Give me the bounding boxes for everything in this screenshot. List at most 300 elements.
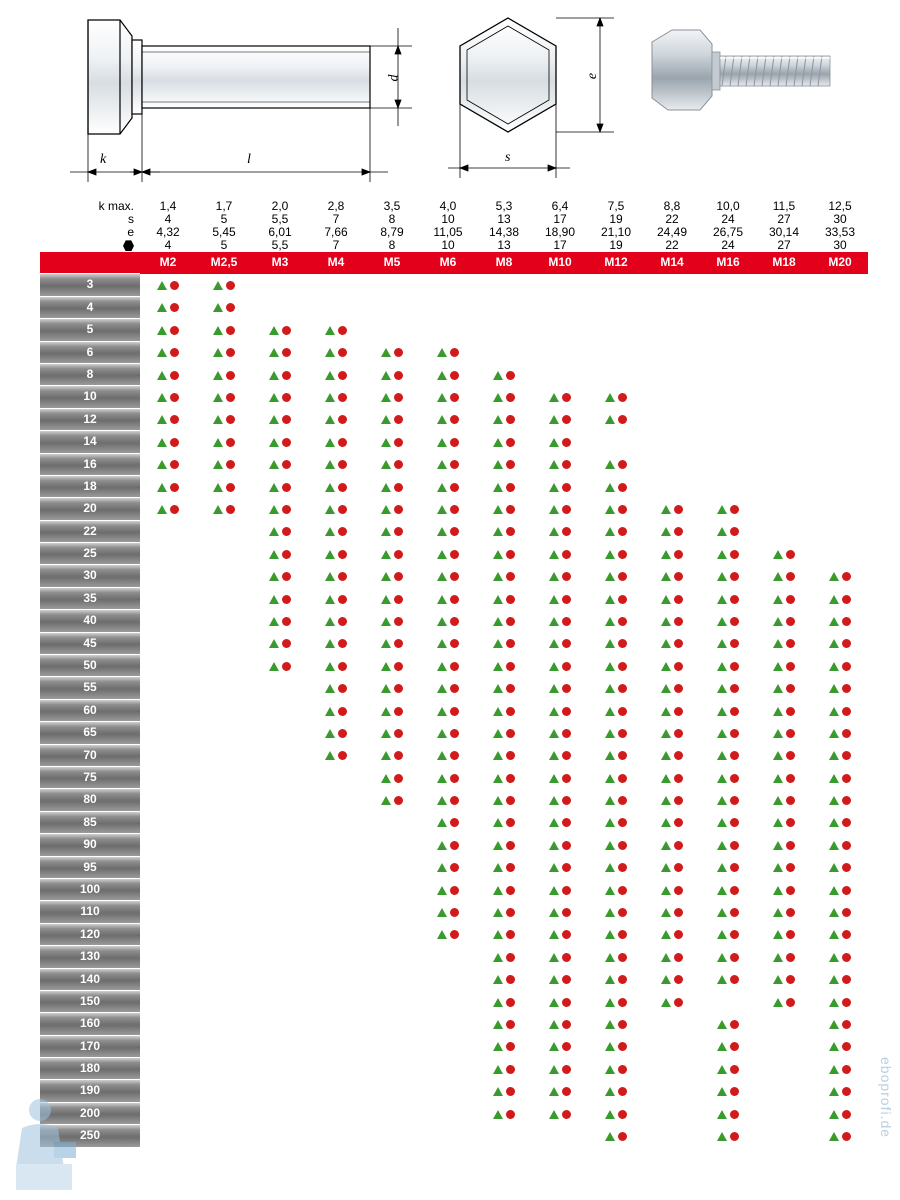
- availability-cell: [252, 319, 308, 341]
- availability-cell: [700, 767, 756, 789]
- triangle-marker-icon: [661, 639, 671, 648]
- triangle-marker-icon: [605, 527, 615, 536]
- triangle-marker-icon: [773, 774, 783, 783]
- row-header-length[interactable]: 180: [40, 1058, 140, 1080]
- triangle-marker-icon: [213, 281, 223, 290]
- availability-cell: [532, 454, 588, 476]
- dot-marker-icon: [562, 953, 571, 962]
- availability-cell: [700, 386, 756, 408]
- availability-cell: [140, 1058, 196, 1080]
- dot-marker-icon: [450, 863, 459, 872]
- hexagon-icon-glyph: [123, 240, 134, 251]
- triangle-marker-icon: [717, 707, 727, 716]
- dot-marker-icon: [226, 281, 235, 290]
- triangle-marker-icon: [717, 662, 727, 671]
- dot-marker-icon: [226, 393, 235, 402]
- availability-cell: [644, 476, 700, 498]
- row-header-length[interactable]: 190: [40, 1080, 140, 1102]
- dot-marker-icon: [730, 1087, 739, 1096]
- availability-cell: [756, 745, 812, 767]
- triangle-marker-icon: [493, 483, 503, 492]
- dot-marker-icon: [618, 796, 627, 805]
- availability-cell: [420, 700, 476, 722]
- triangle-marker-icon: [213, 303, 223, 312]
- column-header-m5[interactable]: M5: [364, 252, 420, 274]
- availability-cell: [420, 834, 476, 856]
- availability-cell: [252, 476, 308, 498]
- dot-marker-icon: [394, 751, 403, 760]
- availability-cell: [364, 386, 420, 408]
- availability-cell: [308, 857, 364, 879]
- column-header-m6[interactable]: M6: [420, 252, 476, 274]
- row-header-length[interactable]: 45: [40, 633, 140, 655]
- dot-marker-icon: [450, 460, 459, 469]
- availability-cell: [364, 722, 420, 744]
- availability-cell: [644, 521, 700, 543]
- availability-cell: [812, 1058, 868, 1080]
- dot-marker-icon: [562, 729, 571, 738]
- dot-marker-icon: [730, 751, 739, 760]
- triangle-marker-icon: [549, 595, 559, 604]
- dot-marker-icon: [394, 774, 403, 783]
- triangle-marker-icon: [661, 975, 671, 984]
- triangle-marker-icon: [829, 751, 839, 760]
- dot-marker-icon: [842, 662, 851, 671]
- triangle-marker-icon: [549, 796, 559, 805]
- triangle-marker-icon: [829, 1110, 839, 1119]
- row-header-length[interactable]: 80: [40, 789, 140, 811]
- row-header-length[interactable]: 130: [40, 946, 140, 968]
- dim-label-d: d: [386, 74, 402, 82]
- availability-cell: [252, 722, 308, 744]
- availability-cell: [756, 610, 812, 632]
- row-header-length[interactable]: 160: [40, 1013, 140, 1035]
- availability-cell: [140, 610, 196, 632]
- triangle-marker-icon: [661, 841, 671, 850]
- table-row: [40, 498, 900, 520]
- triangle-marker-icon: [717, 595, 727, 604]
- triangle-marker-icon: [605, 1110, 615, 1119]
- row-header-length[interactable]: 120: [40, 924, 140, 946]
- availability-cell: [196, 879, 252, 901]
- triangle-marker-icon: [661, 595, 671, 604]
- availability-cell: [476, 857, 532, 879]
- row-header-length[interactable]: 12: [40, 409, 140, 431]
- bolt-drawing-svg: [0, 0, 900, 200]
- row-header-length[interactable]: 25: [40, 543, 140, 565]
- dot-marker-icon: [338, 707, 347, 716]
- triangle-marker-icon: [829, 796, 839, 805]
- dot-marker-icon: [842, 707, 851, 716]
- availability-cell: [308, 969, 364, 991]
- availability-cell: [532, 991, 588, 1013]
- dot-marker-icon: [562, 707, 571, 716]
- triangle-marker-icon: [437, 818, 447, 827]
- availability-cell: [588, 745, 644, 767]
- dot-marker-icon: [506, 595, 515, 604]
- availability-cell: [700, 543, 756, 565]
- availability-cell: [364, 879, 420, 901]
- availability-cell: [420, 342, 476, 364]
- triangle-marker-icon: [605, 908, 615, 917]
- availability-cell: [756, 655, 812, 677]
- availability-cell: [308, 722, 364, 744]
- availability-cell: [588, 521, 644, 543]
- triangle-marker-icon: [269, 505, 279, 514]
- availability-cell: [588, 812, 644, 834]
- spec-row-label: k max.: [98, 199, 134, 213]
- dot-marker-icon: [394, 460, 403, 469]
- availability-cell: [196, 386, 252, 408]
- availability-cell: [140, 1103, 196, 1125]
- availability-cell: [252, 543, 308, 565]
- triangle-marker-icon: [157, 483, 167, 492]
- dot-marker-icon: [730, 841, 739, 850]
- triangle-marker-icon: [493, 1087, 503, 1096]
- row-header-length[interactable]: 140: [40, 969, 140, 991]
- availability-cell: [812, 969, 868, 991]
- row-header-length[interactable]: 8: [40, 364, 140, 386]
- availability-cell: [588, 565, 644, 587]
- column-header-m2-5[interactable]: M2,5: [196, 252, 252, 274]
- availability-cell: [364, 700, 420, 722]
- dot-marker-icon: [506, 1087, 515, 1096]
- row-header-length[interactable]: 170: [40, 1036, 140, 1058]
- availability-cell: [364, 409, 420, 431]
- availability-cell: [308, 431, 364, 453]
- dot-marker-icon: [842, 572, 851, 581]
- availability-cell: [588, 319, 644, 341]
- triangle-marker-icon: [437, 707, 447, 716]
- dot-marker-icon: [562, 662, 571, 671]
- row-header-length[interactable]: 200: [40, 1103, 140, 1125]
- row-header-length[interactable]: 100: [40, 879, 140, 901]
- triangle-marker-icon: [437, 684, 447, 693]
- availability-cell: [588, 969, 644, 991]
- row-header-length[interactable]: 30: [40, 565, 140, 587]
- row-header-length[interactable]: 5: [40, 319, 140, 341]
- availability-cell: [700, 633, 756, 655]
- availability-cell: [588, 1013, 644, 1035]
- availability-cell: [476, 1080, 532, 1102]
- dot-marker-icon: [394, 393, 403, 402]
- dot-marker-icon: [730, 684, 739, 693]
- row-header-length[interactable]: 90: [40, 834, 140, 856]
- triangle-marker-icon: [605, 975, 615, 984]
- availability-cell: [644, 364, 700, 386]
- triangle-marker-icon: [717, 751, 727, 760]
- availability-cell: [812, 655, 868, 677]
- availability-cell: [644, 1058, 700, 1080]
- availability-cell: [364, 991, 420, 1013]
- dot-marker-icon: [338, 572, 347, 581]
- row-header-length[interactable]: 16: [40, 454, 140, 476]
- dot-marker-icon: [394, 639, 403, 648]
- column-header-m3[interactable]: M3: [252, 252, 308, 274]
- table-row: [40, 543, 900, 565]
- triangle-marker-icon: [717, 505, 727, 514]
- dot-marker-icon: [730, 863, 739, 872]
- availability-cell: [700, 1058, 756, 1080]
- availability-cell: [700, 655, 756, 677]
- dot-marker-icon: [730, 796, 739, 805]
- availability-cell: [812, 297, 868, 319]
- availability-cell: [252, 700, 308, 722]
- availability-cell: [196, 677, 252, 699]
- availability-cell: [588, 386, 644, 408]
- column-header-m18[interactable]: M18: [756, 252, 812, 274]
- availability-cell: [308, 834, 364, 856]
- dot-marker-icon: [730, 1042, 739, 1051]
- triangle-marker-icon: [381, 617, 391, 626]
- triangle-marker-icon: [829, 572, 839, 581]
- column-header-m14[interactable]: M14: [644, 252, 700, 274]
- dot-marker-icon: [786, 841, 795, 850]
- dot-marker-icon: [506, 818, 515, 827]
- availability-cell: [420, 610, 476, 632]
- column-header-m2[interactable]: M2: [140, 252, 196, 274]
- triangle-marker-icon: [493, 975, 503, 984]
- availability-cell: [252, 633, 308, 655]
- table-row: [40, 1103, 900, 1125]
- triangle-marker-icon: [381, 751, 391, 760]
- availability-cell: [700, 745, 756, 767]
- triangle-marker-icon: [717, 1110, 727, 1119]
- table-row: [40, 700, 900, 722]
- availability-cell: [588, 476, 644, 498]
- availability-cell: [476, 543, 532, 565]
- availability-cell: [476, 454, 532, 476]
- dot-marker-icon: [618, 729, 627, 738]
- dot-marker-icon: [842, 751, 851, 760]
- availability-cell: [420, 476, 476, 498]
- dot-marker-icon: [842, 639, 851, 648]
- availability-cell: [252, 565, 308, 587]
- availability-cell: [420, 543, 476, 565]
- availability-cell: [140, 319, 196, 341]
- dot-marker-icon: [450, 796, 459, 805]
- availability-cell: [476, 969, 532, 991]
- dot-marker-icon: [450, 348, 459, 357]
- column-header-m10[interactable]: M10: [532, 252, 588, 274]
- availability-cell: [196, 431, 252, 453]
- dot-marker-icon: [674, 886, 683, 895]
- availability-cell: [756, 565, 812, 587]
- availability-cell: [644, 588, 700, 610]
- availability-cell: [812, 386, 868, 408]
- row-header-length[interactable]: 250: [40, 1125, 140, 1147]
- availability-cell: [812, 342, 868, 364]
- triangle-marker-icon: [437, 796, 447, 805]
- availability-cell: [588, 991, 644, 1013]
- table-row: [40, 386, 900, 408]
- row-header-length[interactable]: 22: [40, 521, 140, 543]
- triangle-marker-icon: [829, 953, 839, 962]
- table-row: [40, 274, 900, 296]
- row-header-length[interactable]: 65: [40, 722, 140, 744]
- row-header-length[interactable]: 10: [40, 386, 140, 408]
- triangle-marker-icon: [549, 1020, 559, 1029]
- availability-cell: [140, 745, 196, 767]
- availability-cell: [140, 722, 196, 744]
- dot-marker-icon: [618, 751, 627, 760]
- column-header-m8[interactable]: M8: [476, 252, 532, 274]
- availability-cell: [700, 677, 756, 699]
- dot-marker-icon: [618, 1020, 627, 1029]
- triangle-marker-icon: [829, 729, 839, 738]
- availability-cell: [420, 901, 476, 923]
- availability-cell: [308, 588, 364, 610]
- dot-marker-icon: [618, 460, 627, 469]
- availability-cell: [756, 722, 812, 744]
- availability-cell: [308, 789, 364, 811]
- availability-cell: [812, 565, 868, 587]
- availability-cell: [140, 1125, 196, 1147]
- availability-cell: [532, 498, 588, 520]
- dot-marker-icon: [786, 684, 795, 693]
- availability-cell: [812, 409, 868, 431]
- spec-value: 11,5: [772, 199, 796, 213]
- row-header-length[interactable]: 55: [40, 677, 140, 699]
- triangle-marker-icon: [605, 595, 615, 604]
- triangle-marker-icon: [549, 863, 559, 872]
- dot-marker-icon: [506, 550, 515, 559]
- triangle-marker-icon: [661, 729, 671, 738]
- column-header-m20[interactable]: M20: [812, 252, 868, 274]
- availability-cell: [588, 767, 644, 789]
- spec-value: 6,01: [268, 225, 292, 239]
- triangle-marker-icon: [269, 639, 279, 648]
- dot-marker-icon: [506, 930, 515, 939]
- availability-cell: [252, 498, 308, 520]
- triangle-marker-icon: [717, 975, 727, 984]
- availability-cell: [420, 969, 476, 991]
- dot-marker-icon: [562, 841, 571, 850]
- row-header-length[interactable]: 75: [40, 767, 140, 789]
- dot-marker-icon: [618, 505, 627, 514]
- triangle-marker-icon: [549, 483, 559, 492]
- availability-cell: [364, 319, 420, 341]
- triangle-marker-icon: [325, 751, 335, 760]
- dot-marker-icon: [170, 483, 179, 492]
- spec-row-hex: [40, 239, 900, 252]
- availability-cell: [252, 297, 308, 319]
- availability-cell: [644, 677, 700, 699]
- dot-marker-icon: [338, 527, 347, 536]
- availability-cell: [364, 901, 420, 923]
- dot-marker-icon: [618, 595, 627, 604]
- table-row: [40, 409, 900, 431]
- dot-marker-icon: [562, 774, 571, 783]
- row-header-length[interactable]: 50: [40, 655, 140, 677]
- triangle-marker-icon: [549, 841, 559, 850]
- table-row: [40, 879, 900, 901]
- triangle-marker-icon: [661, 527, 671, 536]
- dot-marker-icon: [618, 930, 627, 939]
- dot-marker-icon: [506, 1110, 515, 1119]
- table-header-row: [40, 252, 900, 274]
- triangle-marker-icon: [605, 639, 615, 648]
- availability-cell: [364, 767, 420, 789]
- column-header-m4[interactable]: M4: [308, 252, 364, 274]
- dot-marker-icon: [282, 483, 291, 492]
- triangle-marker-icon: [493, 415, 503, 424]
- row-header-length[interactable]: 110: [40, 901, 140, 923]
- availability-cell: [756, 901, 812, 923]
- row-header-length[interactable]: 20: [40, 498, 140, 520]
- dot-marker-icon: [730, 505, 739, 514]
- dot-marker-icon: [506, 886, 515, 895]
- triangle-marker-icon: [773, 684, 783, 693]
- dot-marker-icon: [842, 1065, 851, 1074]
- row-header-length[interactable]: 40: [40, 610, 140, 632]
- availability-cell: [588, 409, 644, 431]
- spec-value: 13: [497, 212, 511, 226]
- row-header-length[interactable]: 18: [40, 476, 140, 498]
- spec-value: 30: [833, 238, 847, 252]
- row-header-length[interactable]: 14: [40, 431, 140, 453]
- availability-cell: [532, 745, 588, 767]
- triangle-marker-icon: [493, 662, 503, 671]
- triangle-marker-icon: [829, 841, 839, 850]
- row-header-length[interactable]: 70: [40, 745, 140, 767]
- row-header-length[interactable]: 35: [40, 588, 140, 610]
- dot-marker-icon: [730, 886, 739, 895]
- availability-cell: [700, 476, 756, 498]
- table-row: [40, 745, 900, 767]
- row-header-length[interactable]: 150: [40, 991, 140, 1013]
- dot-marker-icon: [730, 550, 739, 559]
- availability-cell: [140, 700, 196, 722]
- dot-marker-icon: [170, 415, 179, 424]
- dot-marker-icon: [338, 371, 347, 380]
- triangle-marker-icon: [605, 460, 615, 469]
- row-header-length[interactable]: 6: [40, 342, 140, 364]
- availability-cell: [756, 857, 812, 879]
- triangle-marker-icon: [437, 415, 447, 424]
- triangle-marker-icon: [381, 595, 391, 604]
- triangle-marker-icon: [605, 572, 615, 581]
- dot-marker-icon: [562, 460, 571, 469]
- row-header-length[interactable]: 95: [40, 857, 140, 879]
- availability-cell: [420, 655, 476, 677]
- column-header-m16[interactable]: M16: [700, 252, 756, 274]
- availability-cell: [140, 454, 196, 476]
- row-header-length[interactable]: 60: [40, 700, 140, 722]
- spec-value: 17: [553, 238, 567, 252]
- dot-marker-icon: [394, 662, 403, 671]
- availability-cell: [700, 521, 756, 543]
- availability-cell: [420, 946, 476, 968]
- column-header-m12[interactable]: M12: [588, 252, 644, 274]
- availability-cell: [532, 342, 588, 364]
- triangle-marker-icon: [773, 595, 783, 604]
- triangle-marker-icon: [493, 707, 503, 716]
- row-header-length[interactable]: 3: [40, 274, 140, 296]
- dot-marker-icon: [730, 639, 739, 648]
- dot-marker-icon: [674, 774, 683, 783]
- dot-marker-icon: [562, 438, 571, 447]
- availability-cell: [252, 834, 308, 856]
- triangle-marker-icon: [717, 818, 727, 827]
- availability-cell: [812, 722, 868, 744]
- row-header-length[interactable]: 4: [40, 297, 140, 319]
- row-header-length[interactable]: 85: [40, 812, 140, 834]
- dot-marker-icon: [842, 796, 851, 805]
- dot-marker-icon: [338, 684, 347, 693]
- availability-cell: [756, 946, 812, 968]
- dot-marker-icon: [282, 326, 291, 335]
